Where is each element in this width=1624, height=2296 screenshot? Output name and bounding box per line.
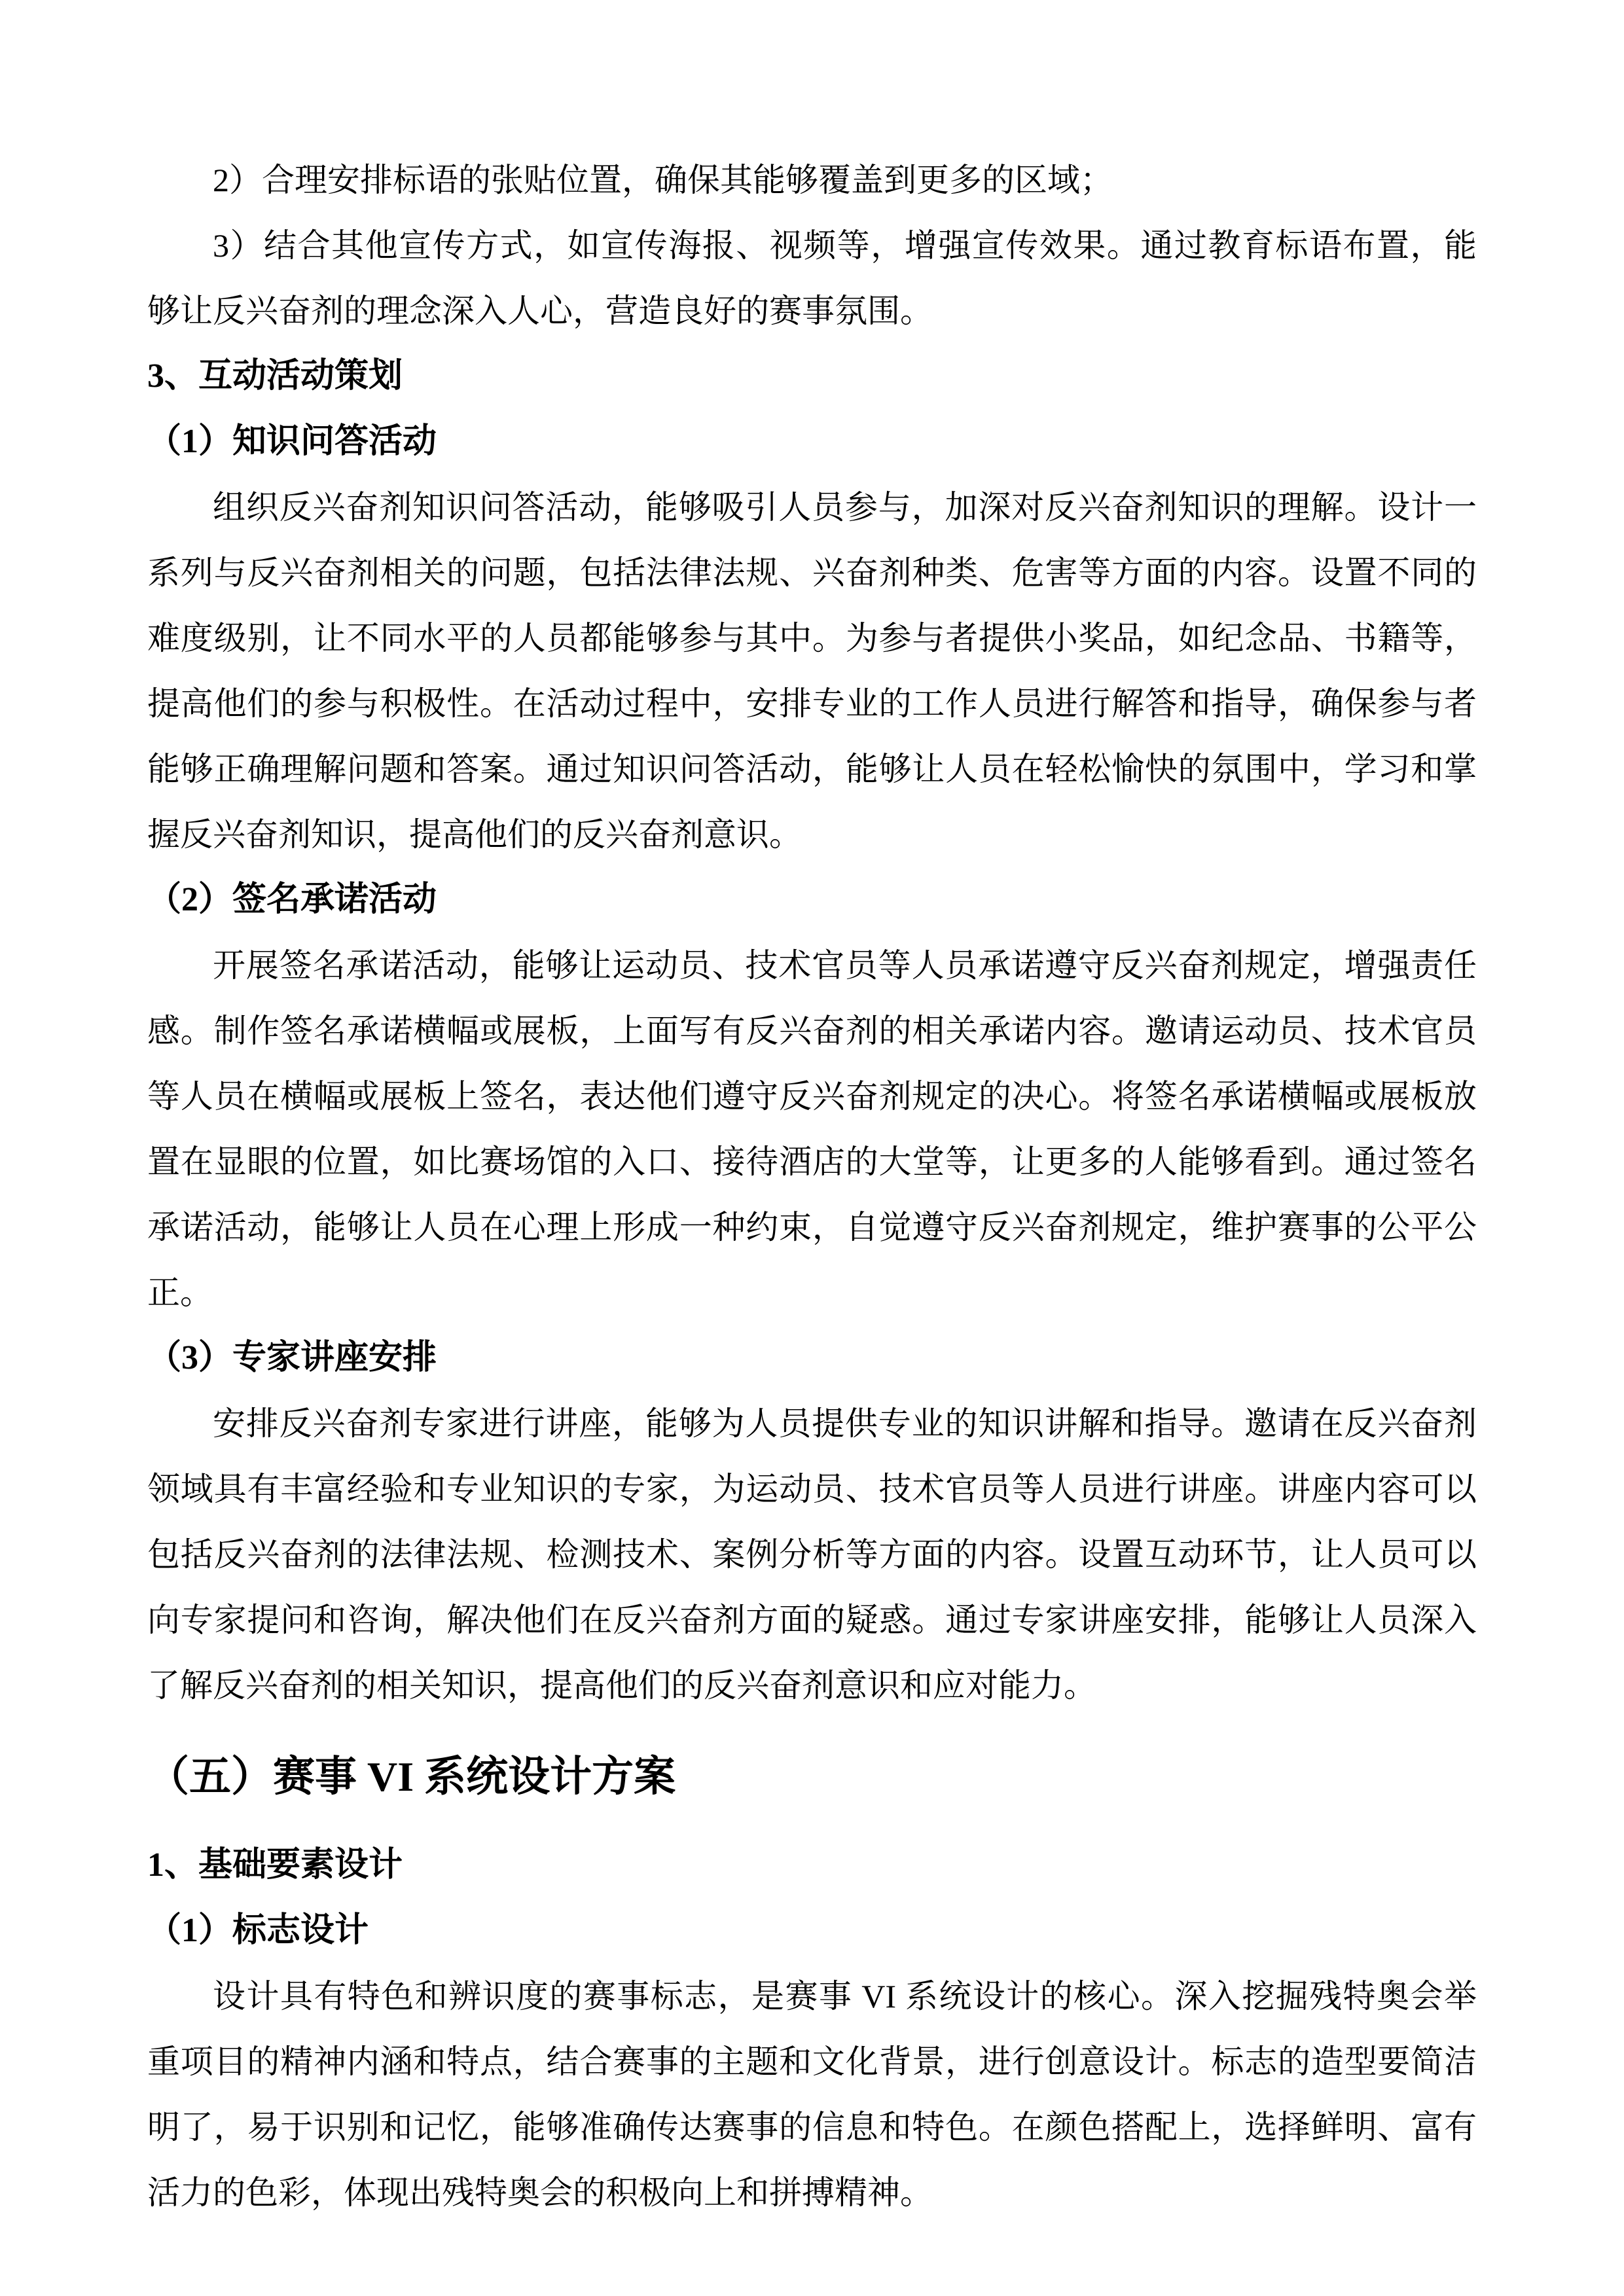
paragraph-line: 了解反兴奋剂的相关知识，提高他们的反兴奋剂意识和应对能力。	[147, 1667, 1096, 1704]
paragraph-line: 感。制作签名承诺横幅或展板，上面写有反兴奋剂的相关承诺内容。邀请运动员、技术官员	[147, 1013, 1477, 1049]
sub-heading: （3）专家讲座安排	[147, 1339, 437, 1376]
paragraph-line: 重项目的精神内涵和特点，结合赛事的主题和文化背景，进行创意设计。标志的造型要简洁	[147, 2043, 1477, 2080]
paragraph-line: 开展签名承诺活动，能够让运动员、技术官员等人员承诺遵守反兴奋剂规定，增强责任	[213, 947, 1477, 984]
sub-heading: （1）知识问答活动	[147, 423, 437, 460]
paragraph-line: 设计具有特色和辨识度的赛事标志，是赛事 VI 系统设计的核心。深入挖掘残特奥会举	[213, 1978, 1477, 2015]
paragraph-line: 3）结合其他宣传方式，如宣传海报、视频等，增强宣传效果。通过教育标语布置，能	[213, 227, 1477, 264]
paragraph-line: 包括反兴奋剂的法律法规、检测技术、案例分析等方面的内容。设置互动环节，让人员可以	[147, 1536, 1477, 1573]
paragraph-line: 等人员在横幅或展板上签名，表达他们遵守反兴奋剂规定的决心。将签名承诺横幅或展板放	[147, 1078, 1477, 1115]
paragraph-line: 明了，易于识别和记忆，能够准确传达赛事的信息和特色。在颜色搭配上，选择鲜明、富有	[147, 2109, 1477, 2145]
paragraph-line: 提高他们的参与积极性。在活动过程中，安排专业的工作人员进行解答和指导，确保参与者	[147, 685, 1477, 722]
paragraph-line: 向专家提问和咨询，解决他们在反兴奋剂方面的疑惑。通过专家讲座安排，能够让人员深入	[147, 1602, 1477, 1638]
paragraph-line: 能够正确理解问题和答案。通过知识问答活动，能够让人员在轻松愉快的氛围中，学习和掌	[147, 751, 1477, 787]
paragraph-line: 置在显眼的位置，如比赛场馆的入口、接待酒店的大堂等，让更多的人能够看到。通过签名	[147, 1143, 1477, 1180]
paragraph-line: 握反兴奋剂知识，提高他们的反兴奋剂意识。	[147, 816, 802, 853]
section-heading: 3、互动活动策划	[147, 357, 403, 395]
paragraph-line: 难度级别，让不同水平的人员都能够参与其中。为参与者提供小奖品，如纪念品、书籍等，	[147, 620, 1477, 656]
chapter-heading: （五）赛事 VI 系统设计方案	[147, 1753, 676, 1800]
paragraph-line: 活力的色彩，体现出残特奥会的积极向上和拼搏精神。	[147, 2174, 933, 2211]
paragraph-line: 够让反兴奋剂的理念深入人心，营造良好的赛事氛围。	[147, 293, 933, 329]
paragraph-line: 系列与反兴奋剂相关的问题，包括法律法规、兴奋剂种类、危害等方面的内容。设置不同的	[147, 554, 1477, 591]
sub-heading: （2）签名承诺活动	[147, 881, 437, 918]
paragraph-line: 组织反兴奋剂知识问答活动，能够吸引人员参与，加深对反兴奋剂知识的理解。设计一	[213, 489, 1477, 526]
paragraph-line: 领域具有丰富经验和专业知识的专家，为运动员、技术官员等人员进行讲座。讲座内容可以	[147, 1471, 1477, 1507]
sub-heading: （1）标志设计	[147, 1912, 369, 1949]
paragraph-line: 正。	[147, 1274, 213, 1311]
paragraph-line: 安排反兴奋剂专家进行讲座，能够为人员提供专业的知识讲解和指导。邀请在反兴奋剂	[213, 1405, 1477, 1442]
paragraph-line: 承诺活动，能够让人员在心理上形成一种约束，自觉遵守反兴奋剂规定，维护赛事的公平公	[147, 1209, 1477, 1246]
paragraph-line: 2）合理安排标语的张贴位置，确保其能够覆盖到更多的区域；	[213, 162, 1113, 198]
section-heading: 1、基础要素设计	[147, 1846, 403, 1884]
